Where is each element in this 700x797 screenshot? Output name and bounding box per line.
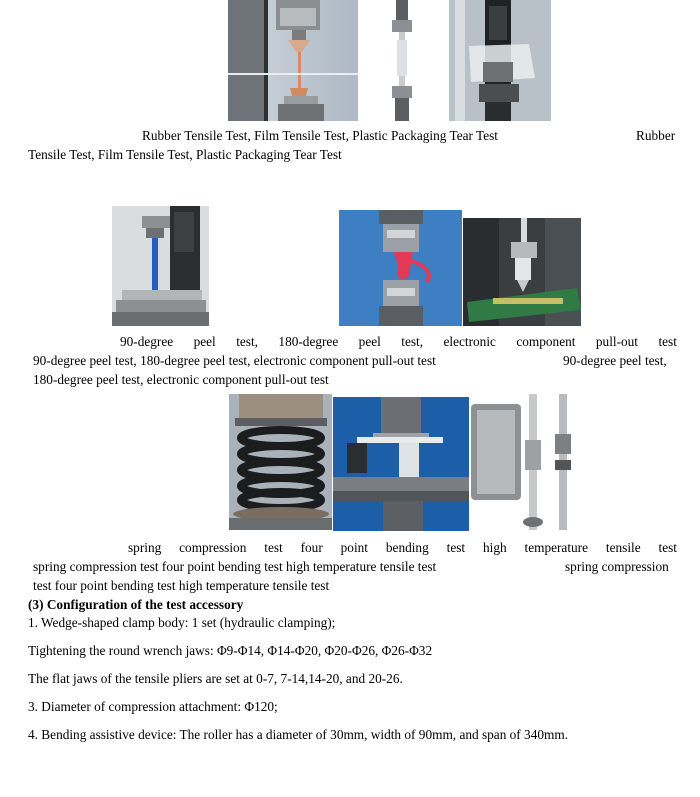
caption-word: test [658,540,677,555]
accessory-item-bending: 4. Bending assistive device: The roller has a diameter of 30mm, width of 90mm, and span of 340mm. [28,727,569,742]
caption-word: test, [236,334,258,349]
accessory-item-compression: 3. Diameter of compression attachment: Φ120; [28,699,278,714]
four-point-bending-photo [333,397,469,531]
section1-caption-tail: Rubber [636,128,676,143]
accessory-heading: (3) Configuration of the test accessory [28,597,244,612]
spring-compression-photo [229,394,332,530]
component-pull-out-photo [463,218,581,326]
section3-caption-line2: spring compression test four point bending test high temperature tensile test [33,559,437,574]
section2-caption-tail: 90-degree peel test, [563,353,667,368]
section3-caption-line1 [128,539,677,557]
caption-word: component [516,334,576,349]
section2-caption-line1 [120,333,677,351]
caption-word: tensile [605,540,641,555]
caption-word: compression [179,540,247,555]
rubber-tensile-test-photo [384,0,420,121]
caption-word: test, [401,334,424,349]
section1-caption-line2: Tensile Test, Film Tensile Test, Plastic Packaging Tear Test [28,147,342,162]
accessory-item-round-jaws: Tightening the round wrench jaws: Φ9-Φ14, Φ14-Φ20, Φ20-Φ26, Φ26-Φ32 [28,643,433,658]
caption-word: pull-out [595,334,638,349]
caption-word: bending [385,540,429,555]
caption-word: point [340,540,368,555]
caption-word: 180-degree [278,334,339,349]
caption-word: test [658,334,677,349]
caption-word: 90-degree [120,334,174,349]
accessory-item-flat-jaws: The flat jaws of the tensile pliers are set at 0-7, 7-14,14-20, and 20-26. [28,671,403,686]
caption-word: test [264,540,283,555]
180-degree-peel-photo [339,210,462,326]
caption-word: peel [193,334,216,349]
high-temperature-tensile-photo [471,394,577,530]
section1-caption-line1: Rubber Tensile Test, Film Tensile Test, Plastic Packaging Tear Test [142,128,498,143]
section3-caption-line3: test four point bending test high temperature tensile test [33,578,330,593]
accessory-item-clamp-body: 1. Wedge-shaped clamp body: 1 set (hydraulic clamping); [28,615,336,630]
section2-caption-line2: 90-degree peel test, 180-degree peel test, electronic component pull-out test [33,353,436,368]
caption-word: high [482,540,507,555]
caption-word: electronic [443,334,496,349]
caption-word: peel [358,334,381,349]
caption-word: spring [128,540,162,555]
film-tensile-test-photo [228,0,358,121]
caption-word: test [446,540,466,555]
90-degree-peel-photo [112,206,209,326]
caption-word: temperature [524,540,589,555]
section3-caption-tail: spring compression [565,559,669,574]
packaging-tear-test-photo [449,0,551,121]
caption-word: four [300,540,323,555]
section2-caption-line3: 180-degree peel test, electronic component pull-out test [33,372,329,387]
